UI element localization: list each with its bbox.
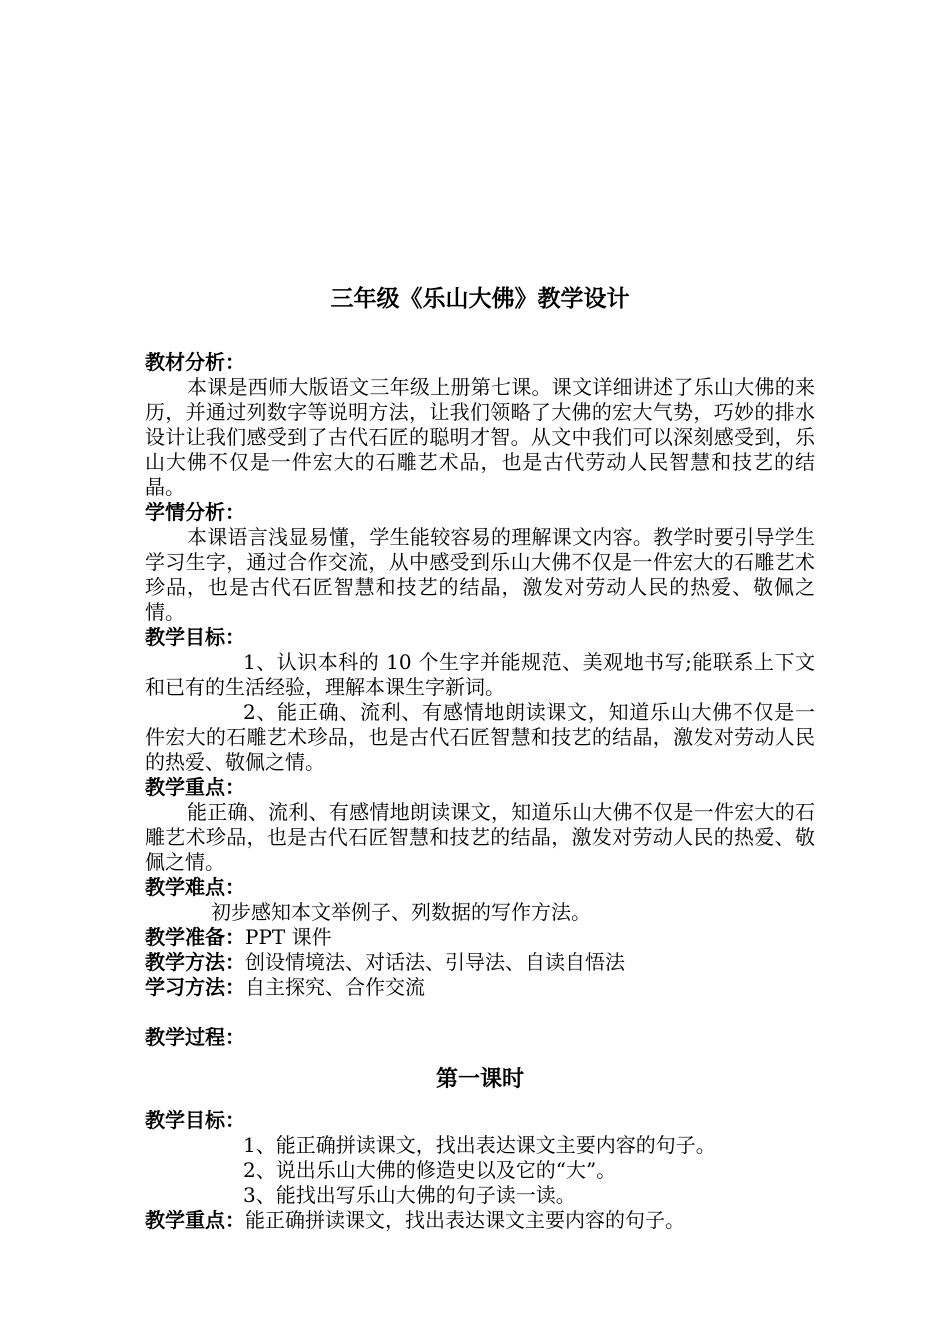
section-heading-students: 学情分析： — [145, 500, 245, 524]
prep-label: 教学准备： — [145, 925, 245, 949]
lesson-title: 第一课时 — [435, 1066, 524, 1092]
section-heading-process: 教学过程： — [145, 1025, 245, 1049]
lesson-focus-value: 能正确拼读课文，找出表达课文主要内容的句子。 — [245, 1208, 685, 1232]
section-heading-focus: 教学重点： — [145, 775, 245, 799]
goal-item: 2、能正确、流利、有感情地朗读课文，知道乐山大佛不仅是一件宏大的石雕艺术珍品，也是古代石匠智慧和技艺的结晶，激发对劳动人民的热爱、敬佩之情。 — [145, 700, 815, 774]
lesson-goal-item: 1、能正确拼读课文，找出表达课文主要内容的句子。 — [243, 1133, 716, 1157]
goal-item: 1、认识本科的 10 个生字并能规范、美观地书写;能联系上下文和已有的生活经验，理解本课生字新词。 — [145, 650, 815, 699]
method-value: 创设情境法、对话法、引导法、自读自悟法 — [245, 950, 625, 974]
lesson-goal-item: 2、说出乐山大佛的修造史以及它的“大”。 — [243, 1158, 617, 1182]
paragraph-students: 本课语言浅显易懂，学生能较容易的理解课文内容。教学时要引导学生学习生字，通过合作交流，从中感受到乐山大佛不仅是一件宏大的石雕艺术珍品，也是古代石匠智慧和技艺的结晶，激发对劳动人民的热爱、敬佩之情。 — [145, 525, 815, 624]
section-heading-goals: 教学目标： — [145, 625, 245, 649]
lesson-goals-heading: 教学目标： — [145, 1108, 245, 1132]
lesson-focus-label: 教学重点： — [145, 1208, 245, 1232]
paragraph-focus: 能正确、流利、有感情地朗读课文，知道乐山大佛不仅是一件宏大的石雕艺术珍品，也是古代石匠智慧和技艺的结晶，激发对劳动人民的热爱、敬佩之情。 — [145, 800, 815, 874]
page-title: 三年级《乐山大佛》教学设计 — [330, 285, 630, 312]
paragraph-materials: 本课是西师大版语文三年级上册第七课。课文详细讲述了乐山大佛的来历，并通过列数字等说明方法，让我们领略了大佛的宏大气势，巧妙的排水设计让我们感受到了古代石匠的聪明才智。从文中我们可以深刻感受到，乐山大佛不仅是一件宏大的石雕艺术品，也是古代劳动人民智慧和技艺的结晶。 — [145, 375, 815, 499]
method-label: 教学方法： — [145, 950, 245, 974]
prep-value: PPT 课件 — [245, 925, 332, 949]
row-lesson-focus — [145, 1208, 815, 1233]
row-prep — [145, 925, 815, 950]
document-page — [145, 284, 815, 1233]
row-method — [145, 950, 815, 975]
paragraph-difficulty: 初步感知本文举例子、列数据的写作方法。 — [211, 900, 591, 924]
learning-label: 学习方法： — [145, 975, 245, 999]
row-learning — [145, 975, 815, 1000]
section-heading-difficulty: 教学难点： — [145, 875, 245, 899]
learning-value: 自主探究、合作交流 — [245, 975, 425, 999]
section-heading-materials: 教材分析： — [145, 350, 245, 374]
lesson-goal-item: 3、能找出写乐山大佛的句子读一读。 — [243, 1183, 576, 1207]
